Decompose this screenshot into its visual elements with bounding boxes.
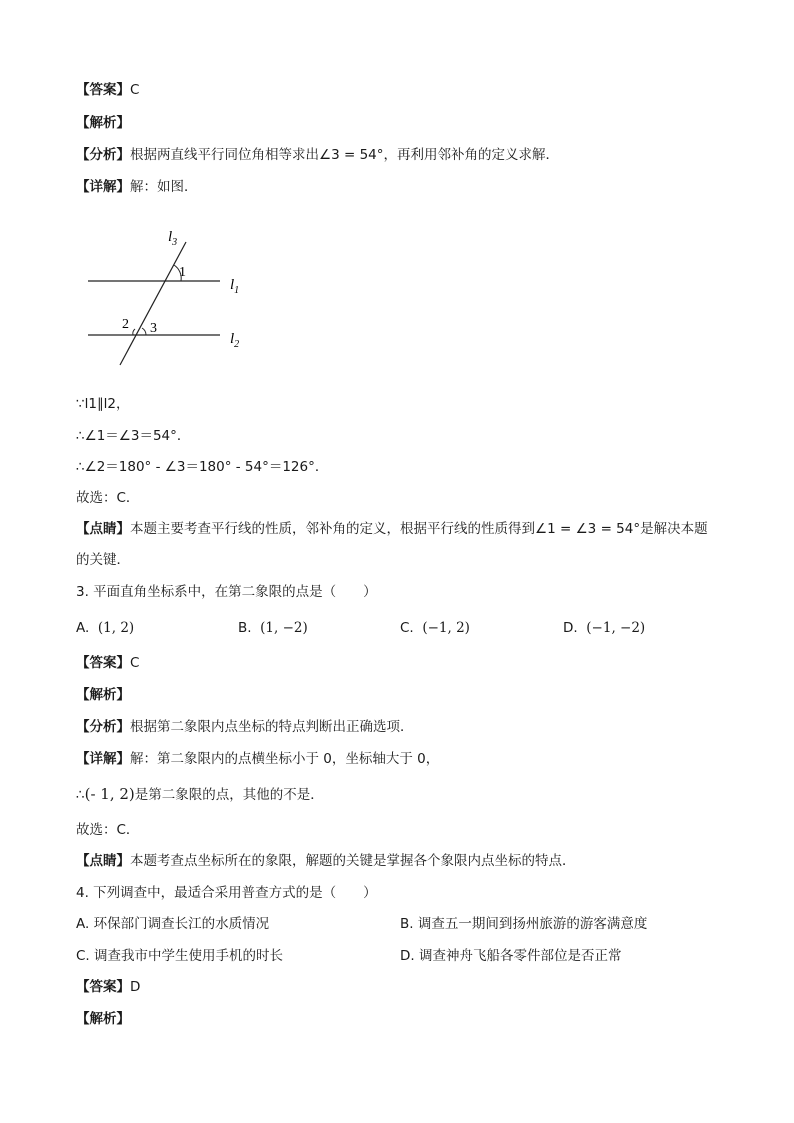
detail-text: 解：第二象限内的点横坐标小于 0，坐标轴大于 0， (130, 751, 440, 767)
comment-text: 本题考查点坐标所在的象限，解题的关键是掌握各个象限内点坐标的特点． (130, 853, 576, 869)
label-l3: $l_3$ (168, 229, 178, 248)
comment-text: 本题主要考查平行线的性质，邻补角的定义，根据平行线的性质得到∠1 = ∠3 = 54°是解决本题 (130, 521, 708, 537)
label-angle-3: 3 (150, 321, 157, 336)
q4-question: 4. 下列调查中，最适合采用普查方式的是（ ） (76, 885, 377, 901)
q2-step3: ∴∠2＝180° - ∠3＝180° - 54°＝126°． (76, 459, 329, 475)
label-l1: $l_1$ (230, 277, 240, 296)
answer-tag: 【答案】 (76, 82, 130, 98)
q2-step2: ∴∠1＝∠3＝54°． (76, 428, 191, 444)
q3-option-a: A. (1, 2) (76, 620, 135, 636)
q4-option-d: D. 调查神舟飞船各零件部位是否正常 (400, 948, 622, 964)
conclusion-text: 是第二象限的点，其他的不是． (134, 787, 324, 803)
q3-option-d: D. (−1, −2) (563, 620, 646, 636)
label-angle-1: 1 (179, 265, 186, 280)
q2-answer-line (76, 80, 139, 100)
conclusion-point: (- 1, 2) (84, 785, 135, 803)
answer-tag: 【答案】 (76, 979, 130, 995)
q3-conclusion-line (76, 784, 324, 805)
q4-analysis-tag: 【解析】 (76, 1011, 130, 1027)
answer-value: C (130, 82, 140, 98)
q3-answer-line (76, 653, 139, 673)
q3-comment-line (76, 851, 576, 871)
q3-detail-line (76, 749, 439, 769)
q2-comment-line-2: 的关键． (76, 552, 130, 568)
angle-3-arc (142, 328, 146, 335)
answer-value: C (130, 655, 140, 671)
label-angle-2: 2 (122, 317, 129, 332)
q2-detail-line (76, 177, 198, 197)
q4-option-b: B. 调查五一期间到扬州旅游的游客满意度 (400, 916, 648, 932)
q2-step1: ∵l1∥l2， (76, 396, 130, 412)
analysis-text: 根据两直线平行同位角相等求出∠3 = 54°，再利用邻补角的定义求解． (130, 147, 560, 163)
q4-option-a: A. 环保部门调查长江的水质情况 (76, 916, 270, 932)
label-l2: $l_2$ (230, 331, 240, 350)
comment-label: 【点睛】 (76, 853, 130, 869)
therefore-symbol: ∴ (76, 787, 85, 803)
q3-analysis-line (76, 717, 414, 737)
answer-tag: 【答案】 (76, 655, 130, 671)
angle-2-arc (133, 329, 135, 335)
q2-comment-line (76, 519, 708, 539)
line-l3 (120, 242, 186, 365)
detail-label: 【详解】 (76, 179, 130, 195)
detail-label: 【详解】 (76, 751, 130, 767)
q3-option-c: C. (−1, 2) (400, 620, 470, 636)
q3-analysis-tag: 【解析】 (76, 687, 130, 703)
q2-choose: 故选：C． (76, 490, 140, 506)
q2-analysis-line (76, 145, 559, 165)
parallel-lines-figure (80, 222, 270, 372)
q4-option-c: C. 调查我市中学生使用手机的时长 (76, 948, 284, 964)
analysis-text: 根据第二象限内点坐标的特点判断出正确选项． (130, 719, 414, 735)
analysis-label: 【分析】 (76, 147, 130, 163)
q3-question: 3. 平面直角坐标系中，在第二象限的点是（ ） (76, 584, 377, 600)
q4-answer-line (76, 977, 140, 997)
q2-analysis-tag: 【解析】 (76, 115, 130, 131)
answer-value: D (130, 979, 141, 995)
q3-option-b: B. (1, −2) (238, 620, 308, 636)
analysis-label: 【分析】 (76, 719, 130, 735)
detail-text: 解：如图． (130, 179, 198, 195)
q3-choose: 故选：C． (76, 822, 140, 838)
comment-label: 【点睛】 (76, 521, 130, 537)
